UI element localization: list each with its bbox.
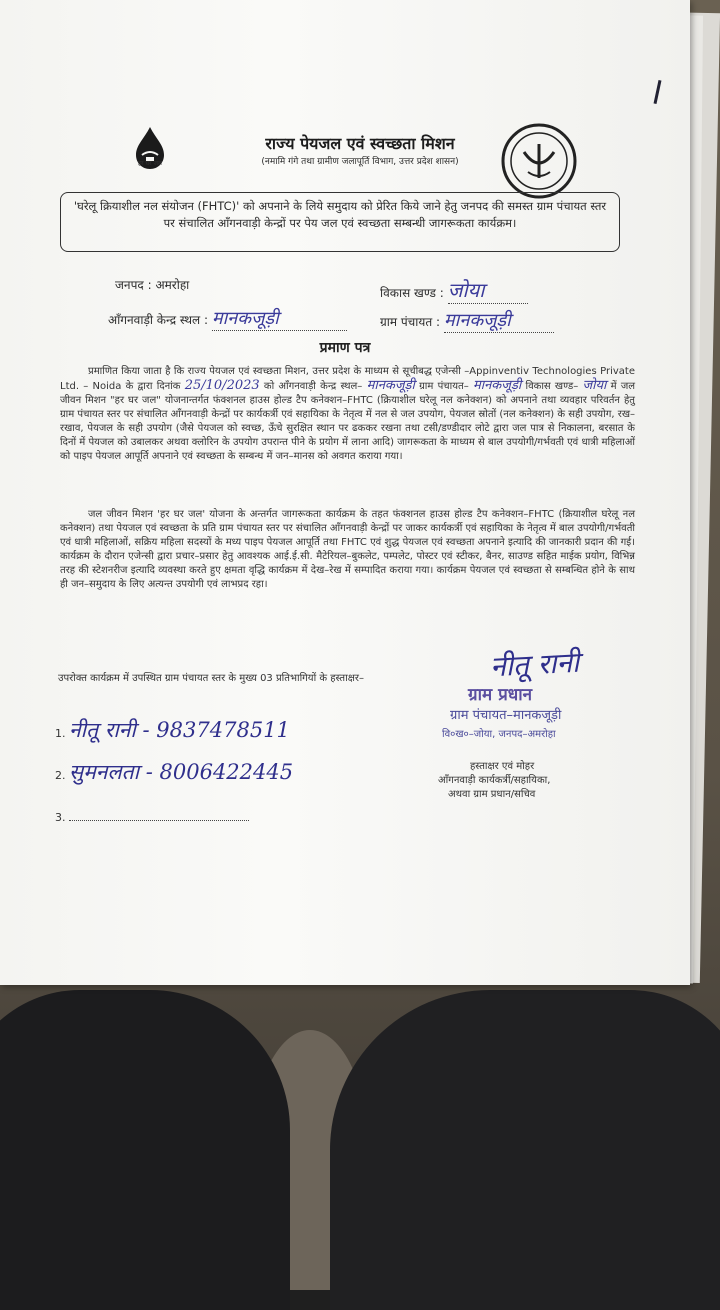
participant-3-number: 3. [55,811,66,824]
stamp-line-1: ग्राम पंचायत–मानकजूड़ी [450,708,562,723]
block-label: विकास खण्ड : [380,286,444,300]
anganwadi-label: आँगनवाड़ी केन्द्र स्थल : [108,313,209,327]
program-place: मानकजूड़ी [366,378,415,393]
participant-2 [55,758,293,786]
water-drop-logo-icon [120,125,190,180]
participants-intro: उपरोक्त कार्यक्रम में उपस्थित ग्राम पंचायत स्तर के मुख्य 03 प्रतिभागियों के हस्ताक्षर– [58,673,364,684]
para1-text-1: प्रमाणित किया जाता है कि राज्य पेयजल एवं स्वच्छता मिशन, उत्तर प्रदेश के माध्यम से सूचीबद्ध एजेन्सी –Appinventiv Technologies Private Ltd. – Noida के द्वारा दिनांक [60,366,635,392]
district-value: अमरोहा [155,278,190,292]
left-leg [0,990,290,1310]
program-date: 25/10/2023 [184,378,260,393]
participant-3 [55,810,249,824]
anganwadi-field [108,306,347,331]
program-gram-panchayat: मानकजूड़ी [472,378,522,393]
sign-role-1: आँगनवाड़ी कार्यकर्त्री/सहायिका, [438,775,551,786]
stamp-line-2: वि०ख०–जोया, जनपद–अमरोहा [442,729,556,740]
certificate-paragraph-1 [60,365,635,464]
program-block: जोया [582,378,607,393]
right-leg [330,990,720,1310]
left-logo-caption: हर घर जल [138,160,162,167]
para1-text-3: ग्राम पंचायत– [419,381,469,392]
district-field [115,276,189,293]
mission-subtitle: (नमामि गंगे तथा ग्रामीण जलापूर्ति विभाग, उत्तर प्रदेश शासन) [261,157,459,167]
pradhan-stamp-title: ग्राम प्रधान [468,685,533,705]
up-state-emblem-icon [500,122,578,200]
participant-2-signature: सुमनलता - 8006422445 [69,760,294,784]
gram-panchayat-value: मानकजूड़ी [444,308,554,333]
participant-1-signature: नीतू रानी - 9837478511 [69,718,290,742]
para1-text-5: में जल जीवन मिशन "हर घर जल" योजनान्तर्गत फंक्शनल हाउस होल्ड टैप कनेक्शन–FHTC (क्रियाशील घरेलू नल कनेक्शन) को अपनाने तथा व्यवहार परिवर्तन हेतु ग्राम पंचायत स्तर पर संचालित आँगनवाड़ी केन्द्रों पर कार्यकर्त्री एवं सहायिका के नेतृत्व में नल से जल उपयोग, पेयजल स्रोतों (नल कनेक्शन) के सही उपयोग, रख–रखाव, पेयजल के सही उपयोग (जैसे पेयजल को स्वच्छ, ऊँचे सुरक्षित स्थान पर ढककर रखना तथा टसी/डण्डीदार लोटे द्वारा जल पात्र से निकालना, बरसात के दिनों में पेयजल को उबालकर अथवा क्लोरिन के उपयोग उपरान्त पीने के प्रयोग में लाना आदि) जागरूकता के माध्यम से बाल उपयोगी/गर्भवती एवं धात्री महिलाओं को पाइप पेयजल आपूर्ति अपनाने एवं स्वच्छता के सम्बन्ध में जन–मानस को अवगत कराया गया। [60,381,636,462]
participant-1 [55,716,290,744]
program-banner: 'घरेलू क्रियाशील नल संयोजन (FHTC)' को अपनाने के लिये समुदाय को प्रेरित किये जाने हेतु जनपद की समस्त ग्राम पंचायत स्तर पर संचालित आँगनवाड़ी केन्द्रों पर पेय जल एवं स्वच्छता सम्बन्धी जागरूकता कार्यक्रम। [60,192,620,252]
certificate-title: प्रमाण पत्र [319,340,371,356]
block-field [380,276,528,304]
district-label: जनपद : [115,278,152,292]
block-value: जोया [448,276,528,304]
sign-role-2: अथवा ग्राम प्रधान/सचिव [448,789,536,800]
mission-title: राज्य पेयजल एवं स्वच्छता मिशन [265,134,455,153]
gram-panchayat-field [380,308,554,333]
certificate-paragraph-2: जल जीवन मिशन 'हर घर जल' योजना के अन्तर्गत जागरूकता कार्यक्रम के तहत फंक्शनल हाउस होल्ड टैप कनेक्शन–FHTC (क्रियाशील घरेलू नल कनेक्शन) तथा पेयजल एवं स्वच्छता के प्रति ग्राम पंचायत स्तर पर संचालित आँगनवाड़ी केन्द्रों पर जाकर कार्यकर्त्री एवं सहायिका के नेतृत्व में बाल उपयोगी/गर्भवती एवं धात्री महिलाओं, सक्रिय महिला सदस्यों के मध्य पाइप पेयजल आपूर्ति तथा FHTC एवं शुद्ध पेयजल एवं स्वच्छता अपनाने इत्यादि की जानकारी प्रदान की गई। कार्यक्रम के दौरान एजेन्सी द्वारा प्रचार–प्रसार हेतु आवश्यक आई.ई.सी. मैटेरियल–बुकलेट, पम्पलेट, पोस्टर एवं स्टीकर, बैनर, साउण्ड सहित माईक प्रयोग, विभिन्न तरह की स्टेशनरीज इत्यादि व्यवस्था करते हुए क्षमता वृद्धि कार्यक्रम में देख–रेख में सम्पादित कराया गया। कार्यक्रम पेयजल एवं स्वच्छता से सम्बन्धित होने के साथ ही जन–समुदाय के लिए अत्यन्त उपयोगी एवं लाभप्रद रहा। [60,509,635,590]
pen-mark [654,80,662,104]
para1-text-4: विकास खण्ड– [525,381,579,392]
sign-label: हस्ताक्षर एवं मोहर [470,761,535,772]
participant-3-blank [69,810,249,821]
pradhan-signature: नीतू रानी [489,645,580,684]
participant-2-number: 2. [55,769,66,782]
participant-1-number: 1. [55,727,66,740]
anganwadi-value: मानकजूड़ी [212,306,347,331]
gram-panchayat-label: ग्राम पंचायत : [380,315,441,329]
para1-text-2: को आँगनवाड़ी केन्द्र स्थल– [263,381,363,392]
